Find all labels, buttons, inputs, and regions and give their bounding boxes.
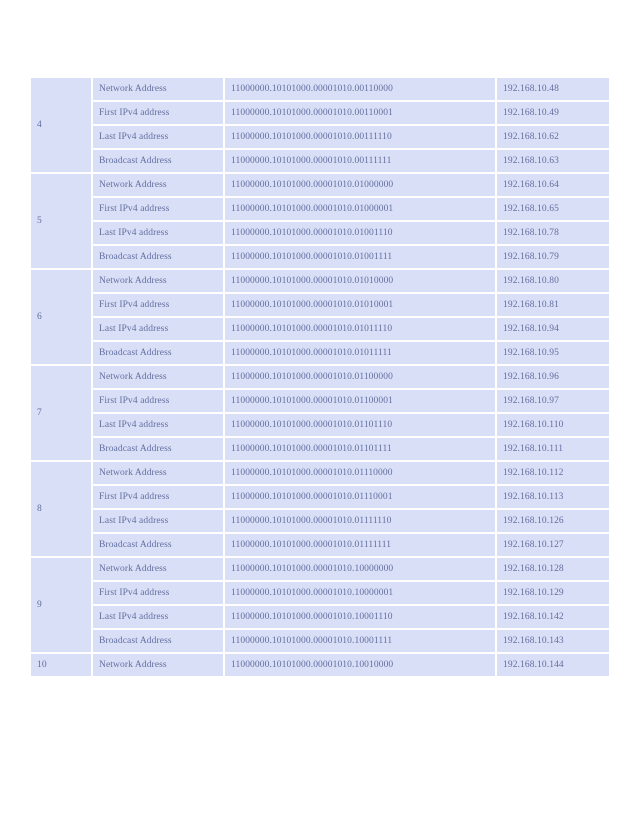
binary-address-cell: 11000000.10101000.00001010.01011110: [224, 317, 496, 341]
address-type-cell: Last IPv4 address: [92, 605, 224, 629]
table-row: [30, 509, 610, 533]
subnet-number-cell: 8: [30, 461, 92, 557]
table-row: [30, 653, 610, 677]
binary-address-cell: 11000000.10101000.00001010.01110001: [224, 485, 496, 509]
subnet-address-table: [29, 76, 611, 678]
binary-address-cell: 11000000.10101000.00001010.10001110: [224, 605, 496, 629]
binary-address-cell: 11000000.10101000.00001010.01011111: [224, 341, 496, 365]
ip-address-cell: 192.168.10.129: [496, 581, 610, 605]
table-row: [30, 77, 610, 101]
binary-address-cell: 11000000.10101000.00001010.10000000: [224, 557, 496, 581]
address-type-cell: Broadcast Address: [92, 629, 224, 653]
subnet-number-cell: 9: [30, 557, 92, 653]
address-type-cell: First IPv4 address: [92, 101, 224, 125]
ip-address-cell: 192.168.10.128: [496, 557, 610, 581]
ip-address-cell: 192.168.10.113: [496, 485, 610, 509]
address-type-cell: Network Address: [92, 173, 224, 197]
binary-address-cell: 11000000.10101000.00001010.01000001: [224, 197, 496, 221]
ip-address-cell: 192.168.10.111: [496, 437, 610, 461]
table-row: [30, 173, 610, 197]
ip-address-cell: 192.168.10.79: [496, 245, 610, 269]
table-row: [30, 581, 610, 605]
ip-address-cell: 192.168.10.65: [496, 197, 610, 221]
address-type-cell: Broadcast Address: [92, 533, 224, 557]
table-row: [30, 461, 610, 485]
table-row: [30, 413, 610, 437]
binary-address-cell: 11000000.10101000.00001010.01100001: [224, 389, 496, 413]
table-row: [30, 221, 610, 245]
binary-address-cell: 11000000.10101000.00001010.01101111: [224, 437, 496, 461]
ip-address-cell: 192.168.10.62: [496, 125, 610, 149]
table-row: [30, 293, 610, 317]
binary-address-cell: 11000000.10101000.00001010.00110001: [224, 101, 496, 125]
subnet-number-cell: 7: [30, 365, 92, 461]
binary-address-cell: 11000000.10101000.00001010.01111111: [224, 533, 496, 557]
ip-address-cell: 192.168.10.64: [496, 173, 610, 197]
ip-address-cell: 192.168.10.97: [496, 389, 610, 413]
ip-address-cell: 192.168.10.95: [496, 341, 610, 365]
ip-address-cell: 192.168.10.112: [496, 461, 610, 485]
address-type-cell: Broadcast Address: [92, 341, 224, 365]
address-type-cell: Last IPv4 address: [92, 125, 224, 149]
binary-address-cell: 11000000.10101000.00001010.01100000: [224, 365, 496, 389]
table-row: [30, 605, 610, 629]
ip-address-cell: 192.168.10.126: [496, 509, 610, 533]
binary-address-cell: 11000000.10101000.00001010.00111111: [224, 149, 496, 173]
table-row: [30, 101, 610, 125]
binary-address-cell: 11000000.10101000.00001010.01001110: [224, 221, 496, 245]
binary-address-cell: 11000000.10101000.00001010.01111110: [224, 509, 496, 533]
table-row: [30, 197, 610, 221]
table-row: [30, 389, 610, 413]
ip-address-cell: 192.168.10.142: [496, 605, 610, 629]
table-row: [30, 125, 610, 149]
table-row: [30, 341, 610, 365]
ip-address-cell: 192.168.10.127: [496, 533, 610, 557]
address-type-cell: Last IPv4 address: [92, 413, 224, 437]
address-type-cell: Network Address: [92, 365, 224, 389]
address-type-cell: Last IPv4 address: [92, 317, 224, 341]
ip-address-cell: 192.168.10.94: [496, 317, 610, 341]
ip-address-cell: 192.168.10.80: [496, 269, 610, 293]
ip-address-cell: 192.168.10.49: [496, 101, 610, 125]
table-row: [30, 533, 610, 557]
address-type-cell: Broadcast Address: [92, 245, 224, 269]
address-type-cell: Broadcast Address: [92, 149, 224, 173]
ip-address-cell: 192.168.10.96: [496, 365, 610, 389]
ip-address-cell: 192.168.10.48: [496, 77, 610, 101]
subnet-number-cell: 10: [30, 653, 92, 677]
ip-address-cell: 192.168.10.63: [496, 149, 610, 173]
binary-address-cell: 11000000.10101000.00001010.10000001: [224, 581, 496, 605]
address-type-cell: Network Address: [92, 557, 224, 581]
binary-address-cell: 11000000.10101000.00001010.01101110: [224, 413, 496, 437]
table-row: [30, 485, 610, 509]
address-type-cell: Last IPv4 address: [92, 221, 224, 245]
binary-address-cell: 11000000.10101000.00001010.10001111: [224, 629, 496, 653]
address-type-cell: First IPv4 address: [92, 389, 224, 413]
binary-address-cell: 11000000.10101000.00001010.01000000: [224, 173, 496, 197]
address-type-cell: Network Address: [92, 461, 224, 485]
table-row: [30, 437, 610, 461]
ip-address-cell: 192.168.10.110: [496, 413, 610, 437]
binary-address-cell: 11000000.10101000.00001010.01010001: [224, 293, 496, 317]
binary-address-cell: 11000000.10101000.00001010.00110000: [224, 77, 496, 101]
ip-address-cell: 192.168.10.78: [496, 221, 610, 245]
address-type-cell: First IPv4 address: [92, 197, 224, 221]
address-type-cell: First IPv4 address: [92, 581, 224, 605]
table-body: [30, 77, 610, 677]
address-type-cell: Broadcast Address: [92, 437, 224, 461]
ip-address-cell: 192.168.10.81: [496, 293, 610, 317]
subnet-number-cell: 4: [30, 77, 92, 173]
address-type-cell: First IPv4 address: [92, 293, 224, 317]
table-row: [30, 317, 610, 341]
table-row: [30, 149, 610, 173]
subnet-number-cell: 5: [30, 173, 92, 269]
address-type-cell: Last IPv4 address: [92, 509, 224, 533]
binary-address-cell: 11000000.10101000.00001010.01001111: [224, 245, 496, 269]
table-row: [30, 245, 610, 269]
address-type-cell: Network Address: [92, 653, 224, 677]
table-row: [30, 557, 610, 581]
subnet-number-cell: 6: [30, 269, 92, 365]
binary-address-cell: 11000000.10101000.00001010.00111110: [224, 125, 496, 149]
binary-address-cell: 11000000.10101000.00001010.01010000: [224, 269, 496, 293]
binary-address-cell: 11000000.10101000.00001010.10010000: [224, 653, 496, 677]
ip-address-cell: 192.168.10.143: [496, 629, 610, 653]
table-row: [30, 629, 610, 653]
table-row: [30, 269, 610, 293]
table-row: [30, 365, 610, 389]
address-type-cell: First IPv4 address: [92, 485, 224, 509]
address-type-cell: Network Address: [92, 77, 224, 101]
ip-address-cell: 192.168.10.144: [496, 653, 610, 677]
address-type-cell: Network Address: [92, 269, 224, 293]
binary-address-cell: 11000000.10101000.00001010.01110000: [224, 461, 496, 485]
